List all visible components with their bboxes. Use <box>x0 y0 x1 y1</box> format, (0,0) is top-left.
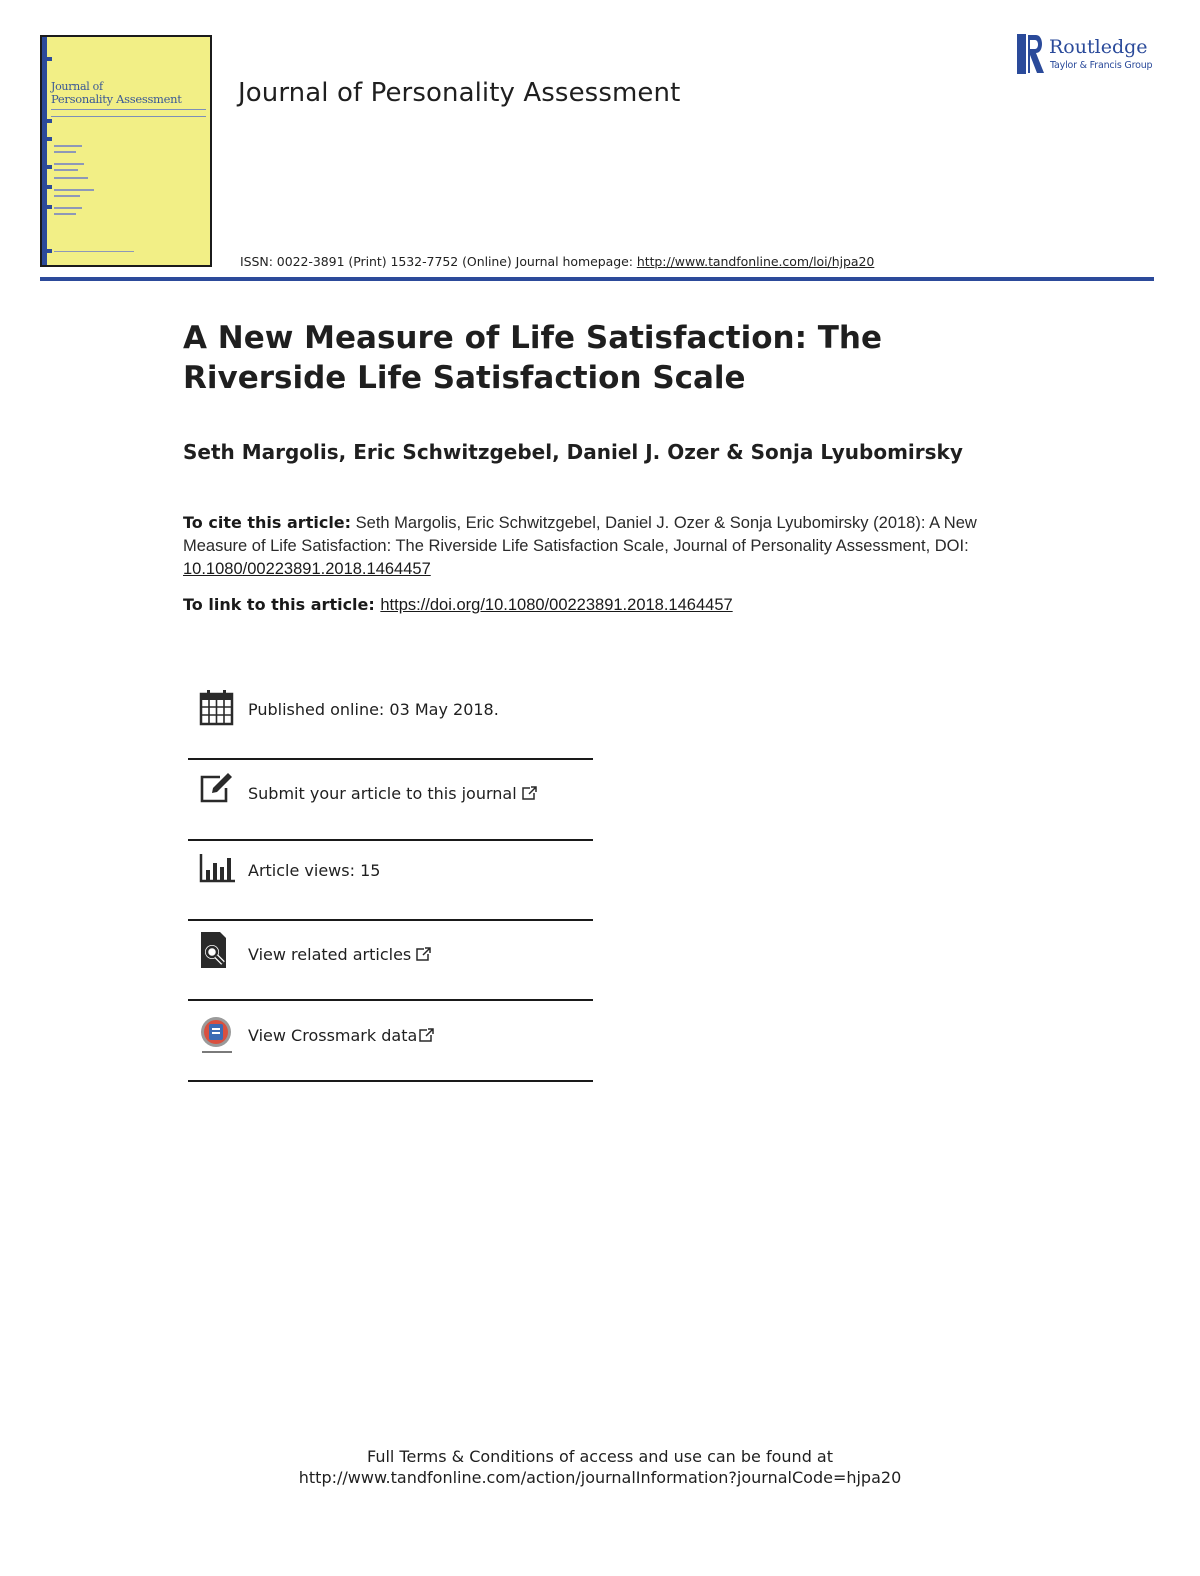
doi-link[interactable]: 10.1080/00223891.2018.1464457 <box>183 560 431 578</box>
publisher-name: Routledge <box>1049 36 1148 58</box>
journal-homepage-link[interactable]: http://www.tandfonline.com/loi/hjpa20 <box>636 254 875 269</box>
cover-blue-strip <box>42 37 47 265</box>
cover-mark <box>42 185 52 189</box>
footer <box>0 1446 1200 1488</box>
external-link-icon <box>418 1028 434 1042</box>
article-link-label: To link to this article: <box>183 595 381 614</box>
cover-line <box>54 189 94 191</box>
cover-mark <box>42 57 52 61</box>
cover-mark <box>42 165 52 169</box>
edit-icon <box>198 770 236 810</box>
crossmark-icon <box>198 1015 236 1055</box>
published-online-text: Published online: 03 May 2018. <box>248 700 499 719</box>
related-articles-label: View related articles <box>248 945 412 964</box>
calendar-icon <box>198 688 236 728</box>
cover-rule <box>51 109 206 110</box>
cover-line <box>54 195 80 197</box>
article-link-line <box>183 595 733 615</box>
issn-line <box>240 254 874 269</box>
citation-block <box>183 511 1023 581</box>
crossmark-label: View Crossmark data <box>248 1026 418 1045</box>
cover-line <box>54 163 84 165</box>
submit-article-link[interactable] <box>248 784 537 803</box>
citation-text: Seth Margolis, Eric Schwitzgebel, Daniel J. Ozer & Sonja Lyubomirsky (2018): A New Measure of Life Satisfaction: The Riverside Life Satisfaction Scale, Journal of Personality Assessment, DOI: <box>183 514 977 555</box>
cover-line <box>54 213 76 215</box>
cover-title <box>51 81 211 105</box>
article-title: A New Measure of Life Satisfaction: The Riverside Life Satisfaction Scale <box>183 320 883 396</box>
issn-text: ISSN: 0022-3891 (Print) 1532-7752 (Online) Journal homepage: <box>240 254 637 269</box>
bar-chart-icon <box>198 850 236 890</box>
publisher-subtitle: Taylor & Francis Group <box>1050 60 1153 71</box>
citation-label: To cite this article: <box>183 513 352 532</box>
cover-line <box>54 177 88 179</box>
cover-line <box>54 145 82 147</box>
cover-title-line2: Personality Assessment <box>51 92 182 106</box>
footer-terms-link[interactable]: http://www.tandfonline.com/action/journalInformation?journalCode=hjpa20 <box>298 1468 902 1487</box>
cover-rule <box>51 116 206 117</box>
cover-mark <box>42 137 52 141</box>
journal-title: Journal of Personality Assessment <box>238 78 681 108</box>
info-divider <box>188 758 593 760</box>
article-views-text: Article views: 15 <box>248 861 381 880</box>
footer-terms-text: Full Terms & Conditions of access and use can be found at <box>366 1447 834 1466</box>
header-rule <box>40 277 1154 281</box>
article-authors: Seth Margolis, Eric Schwitzgebel, Daniel J. Ozer & Sonja Lyubomirsky <box>183 440 963 464</box>
cover-mark <box>42 249 52 253</box>
related-articles-link[interactable] <box>248 945 431 964</box>
info-divider <box>188 999 593 1001</box>
journal-cover-image <box>40 35 212 267</box>
routledge-logo-icon <box>1016 33 1046 75</box>
article-link-url[interactable]: https://doi.org/10.1080/00223891.2018.1464457 <box>380 596 733 614</box>
info-divider <box>188 919 593 921</box>
cover-title-line1: Journal of <box>51 80 103 93</box>
info-divider <box>188 1080 593 1082</box>
external-link-icon <box>521 786 537 800</box>
crossmark-link[interactable] <box>248 1026 434 1045</box>
cover-mark <box>42 205 52 209</box>
cover-line <box>54 169 78 171</box>
submit-article-label: Submit your article to this journal <box>248 784 517 803</box>
cover-line <box>54 251 134 252</box>
cover-line <box>54 151 76 153</box>
cover-line <box>54 207 82 209</box>
external-link-icon <box>415 947 431 961</box>
search-document-icon <box>198 930 236 970</box>
cover-mark <box>42 119 52 123</box>
info-divider <box>188 839 593 841</box>
